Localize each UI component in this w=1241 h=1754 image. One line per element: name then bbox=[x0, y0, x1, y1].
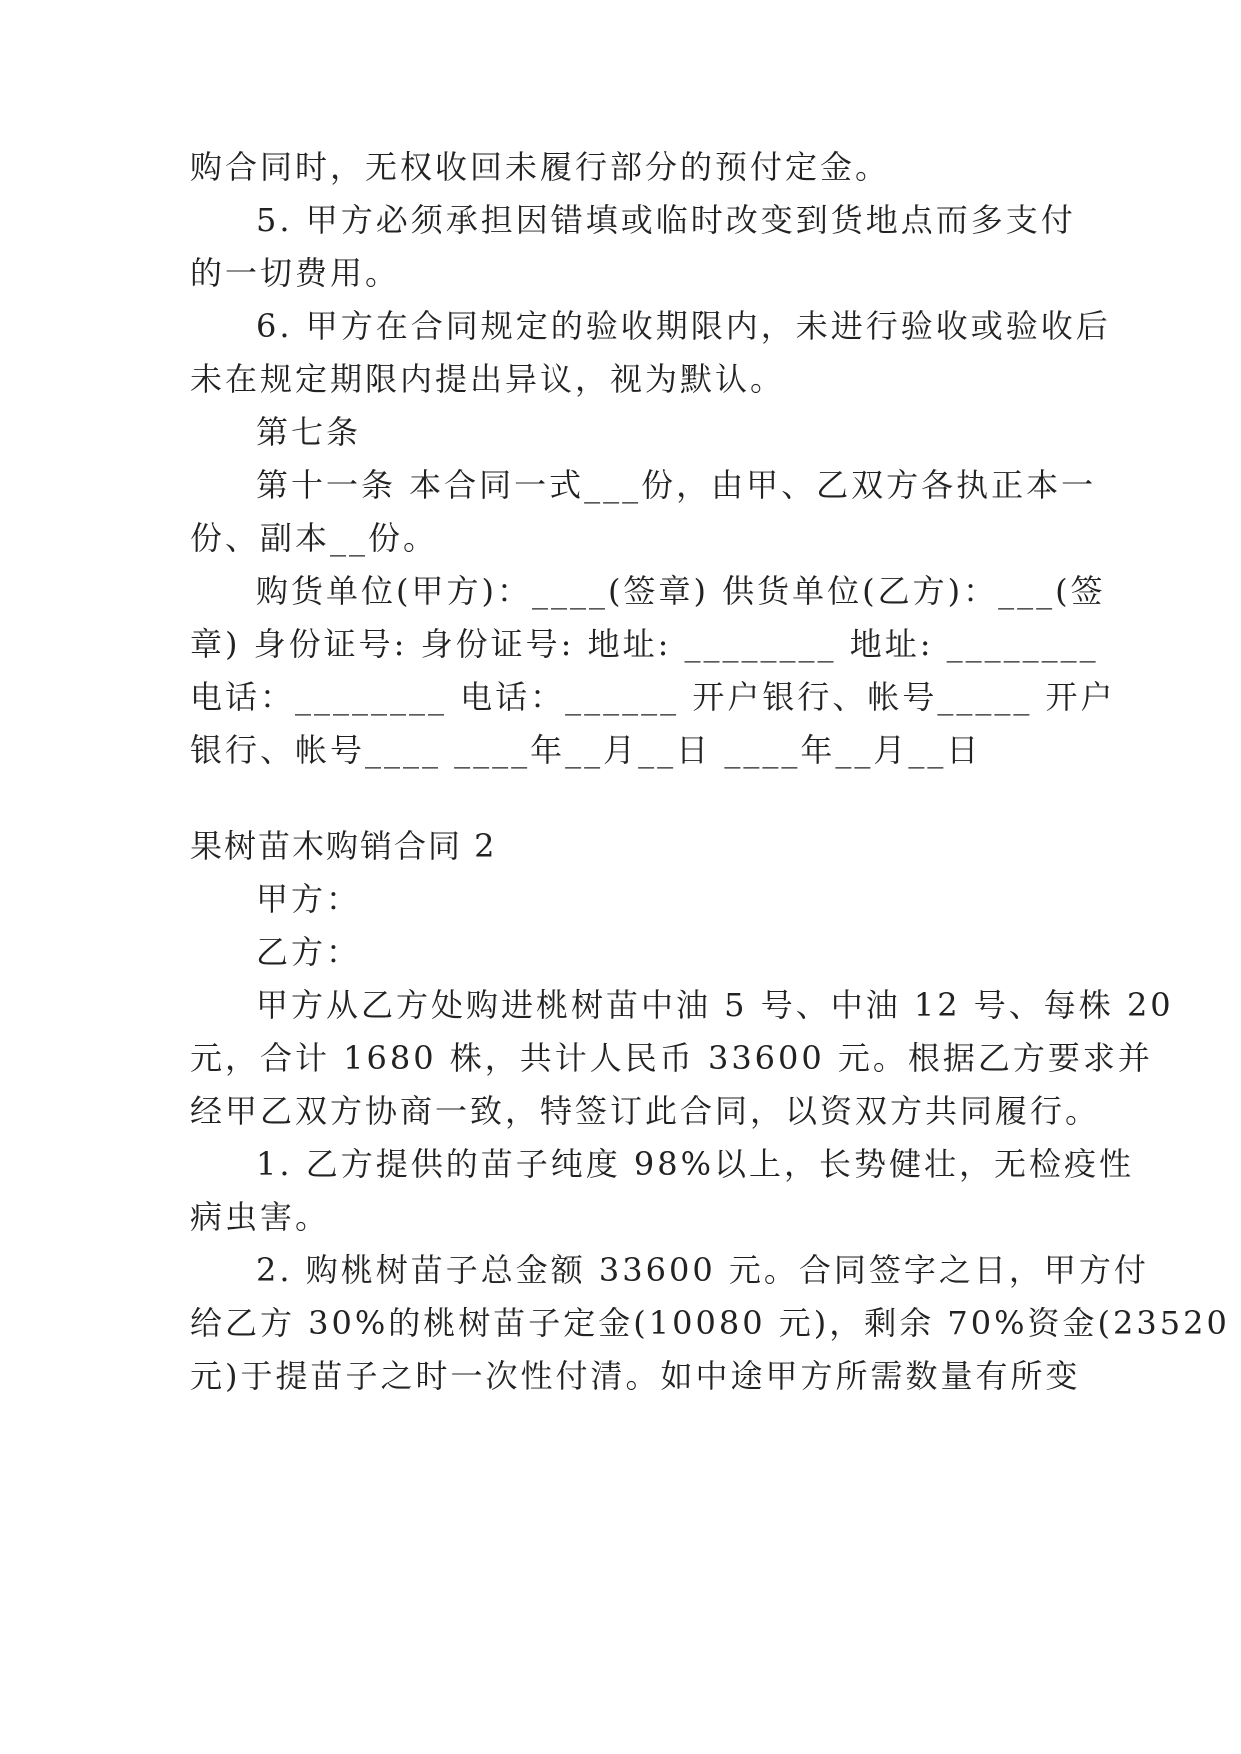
text-line-22: 给乙方 30%的桃树苗子定金(10080 元)，剩余 70%资金(23520 bbox=[190, 1304, 1230, 1342]
text-line-14: 甲方： bbox=[256, 880, 362, 918]
text-line-15: 乙方： bbox=[256, 933, 362, 971]
text-line-18: 经甲乙双方协商一致，特签订此合同，以资双方共同履行。 bbox=[190, 1092, 1101, 1130]
text-line-12: 银行、帐号____ ____年__月__日 ____年__月__日 bbox=[190, 731, 982, 769]
text-line-9: 购货单位(甲方)：____(签章) 供货单位(乙方)：___(签 bbox=[256, 572, 1106, 610]
text-line-20: 病虫害。 bbox=[190, 1198, 331, 1236]
text-line-7: 第十一条 本合同一式___份，由甲、乙双方各执正本一 bbox=[256, 466, 1097, 504]
section-title: 果树苗木购销合同 2 bbox=[190, 827, 497, 865]
text-line-10: 章) 身份证号: 身份证号: 地址: ________ 地址: ________ bbox=[190, 625, 1099, 663]
text-line-17: 元，合计 1680 株，共计人民币 33600 元。根据乙方要求并 bbox=[190, 1039, 1153, 1077]
text-line-16: 甲方从乙方处购进桃树苗中油 5 号、中油 12 号、每株 20 bbox=[256, 986, 1174, 1024]
text-line-5: 未在规定期限内提出异议，视为默认。 bbox=[190, 360, 786, 398]
text-line-4: 6. 甲方在合同规定的验收期限内，未进行验收或验收后 bbox=[256, 307, 1111, 345]
text-line-3: 的一切费用。 bbox=[190, 254, 401, 292]
text-line-19: 1. 乙方提供的苗子纯度 98%以上，长势健壮，无检疫性 bbox=[256, 1145, 1135, 1183]
text-line-23: 元)于提苗子之时一次性付清。如中途甲方所需数量有所变 bbox=[190, 1357, 1081, 1395]
text-line-6: 第七条 bbox=[256, 413, 362, 451]
text-line-2: 5. 甲方必须承担因错填或临时改变到货地点而多支付 bbox=[256, 201, 1076, 239]
text-line-21: 2. 购桃树苗子总金额 33600 元。合同签字之日，甲方付 bbox=[256, 1251, 1149, 1289]
text-line-1: 购合同时，无权收回未履行部分的预付定金。 bbox=[190, 148, 891, 186]
text-line-11: 电话：________ 电话：______ 开户银行、帐号_____ 开户 bbox=[190, 678, 1116, 716]
text-line-8: 份、副本__份。 bbox=[190, 519, 439, 557]
